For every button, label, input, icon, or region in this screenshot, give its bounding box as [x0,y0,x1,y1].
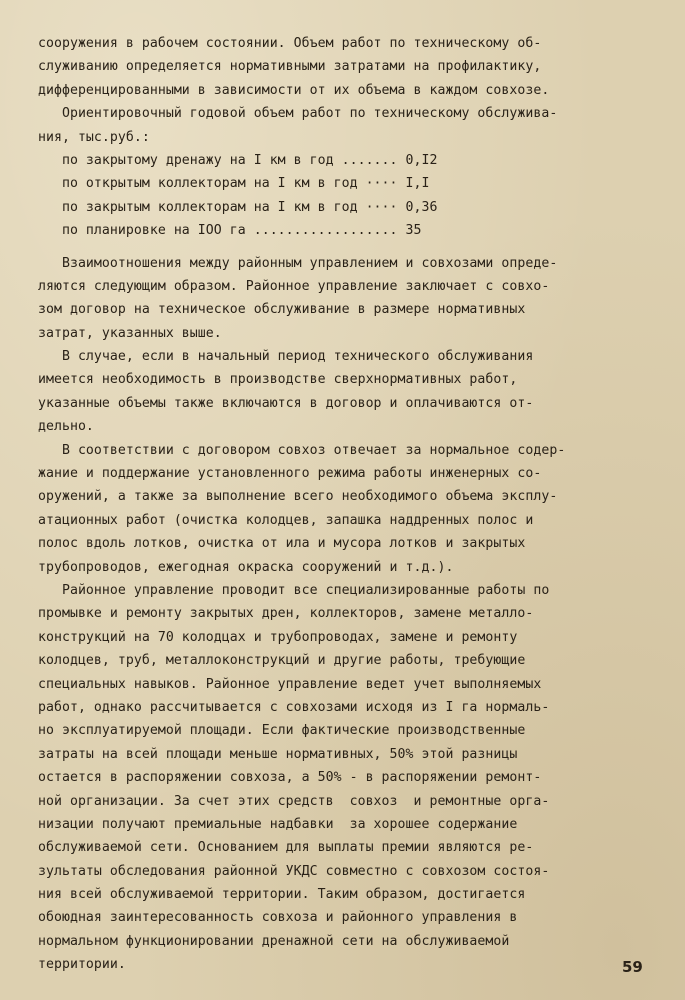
text-line: ния всей обслуживаемой территории. Таким образом, достигается [38,887,526,903]
paragraph-gap [38,243,650,252]
text-line: зом договор на техническое обслуживание в размере нормативных [38,302,526,318]
text-line: но эксплуатируемой площади. Если фактические производственные [38,723,526,739]
text-line: затраты на всей площади меньше нормативных, 50% этой разницы [38,746,518,762]
text-line: конструкций на 70 колодцах и трубопроводах, замене и ремонту [38,629,518,645]
text-line: ляются следующим образом. Районное управление заключает с совхо- [38,278,550,294]
body-text [38,32,650,977]
text-line: трубопроводов, ежегодная окраска сооружений и т.д.). [38,559,454,575]
text-line: обоюдная заинтересованность совхоза и районного управления в [38,910,518,926]
text-line: полос вдоль лотков, очистка от ила и мусора лотков и закрытых [38,536,526,552]
text-line: низации получают премиальные надбавки за хорошее содержание [38,816,518,832]
text-line: атационных работ (очистка колодцев, запашка наддренных полос и [38,512,534,528]
text-line: промывке и ремонту закрытых дрен, коллекторов, замене металло- [38,606,534,622]
cost-item-line: по закрытому дренажу на I км в год ....... 0,I2 [38,152,438,168]
text-line: нормальном функционировании дренажной сети на обслуживаемой [38,933,510,949]
text-line: В соответствии с договором совхоз отвечает за нормальное содер- [38,442,566,458]
text-line: обслуживаемой сети. Основанием для выплаты премии являются ре- [38,840,534,856]
text-line: территории. [38,957,126,973]
text-line: Взаимоотношения между районным управлением и совхозами опреде- [38,255,558,271]
text-line: оружений, а также за выполнение всего необходимого объема эксплу- [38,489,558,505]
text-line: Районное управление проводит все специализированные работы по [38,582,550,598]
text-line: специальных навыков. Районное управление ведет учет выполняемых [38,676,542,692]
text-line: В случае, если в начальный период технического обслуживания [38,349,534,365]
text-line: дельно. [38,419,94,435]
text-line: служиванию определяется нормативными затратами на профилактику, [38,59,542,75]
cost-item-line: по открытым коллекторам на I км в год ···· I,I [38,176,430,192]
cost-item-line: по закрытым коллекторам на I км в год ···· 0,36 [38,199,438,215]
text-line: остается в распоряжении совхоза, а 50% - в распоряжении ремонт- [38,770,542,786]
page-number: 59 [622,958,643,976]
text-line: жание и поддержание установленного режима работы инженерных со- [38,466,542,482]
text-line: сооружения в рабочем состоянии. Объем работ по техническому об- [38,36,542,51]
text-line: ния, тыс.руб.: [38,129,150,145]
text-line: указанные объемы также включаются в договор и оплачиваются от- [38,395,534,411]
text-line: ной организации. За счет этих средств совхоз и ремонтные орга- [38,793,550,809]
text-line: дифференцированными в зависимости от их объема в каждом совхозе. [38,82,550,98]
text-line: колодцев, труб, металлоконструкций и другие работы, требующие [38,653,526,669]
text-line: имеется необходимость в производстве сверхнормативных работ, [38,372,518,388]
text-line: работ, однако рассчитывается с совхозами исходя из I га нормаль- [38,699,550,715]
text-line: зультаты обследования районной УКДС совместно с совхозом состоя- [38,863,550,879]
text-line: Ориентировочный годовой объем работ по техническому обслужива- [38,106,558,122]
text-line: затрат, указанных выше. [38,325,222,341]
cost-item-line: по планировке на IOO га .................. 35 [38,223,422,239]
